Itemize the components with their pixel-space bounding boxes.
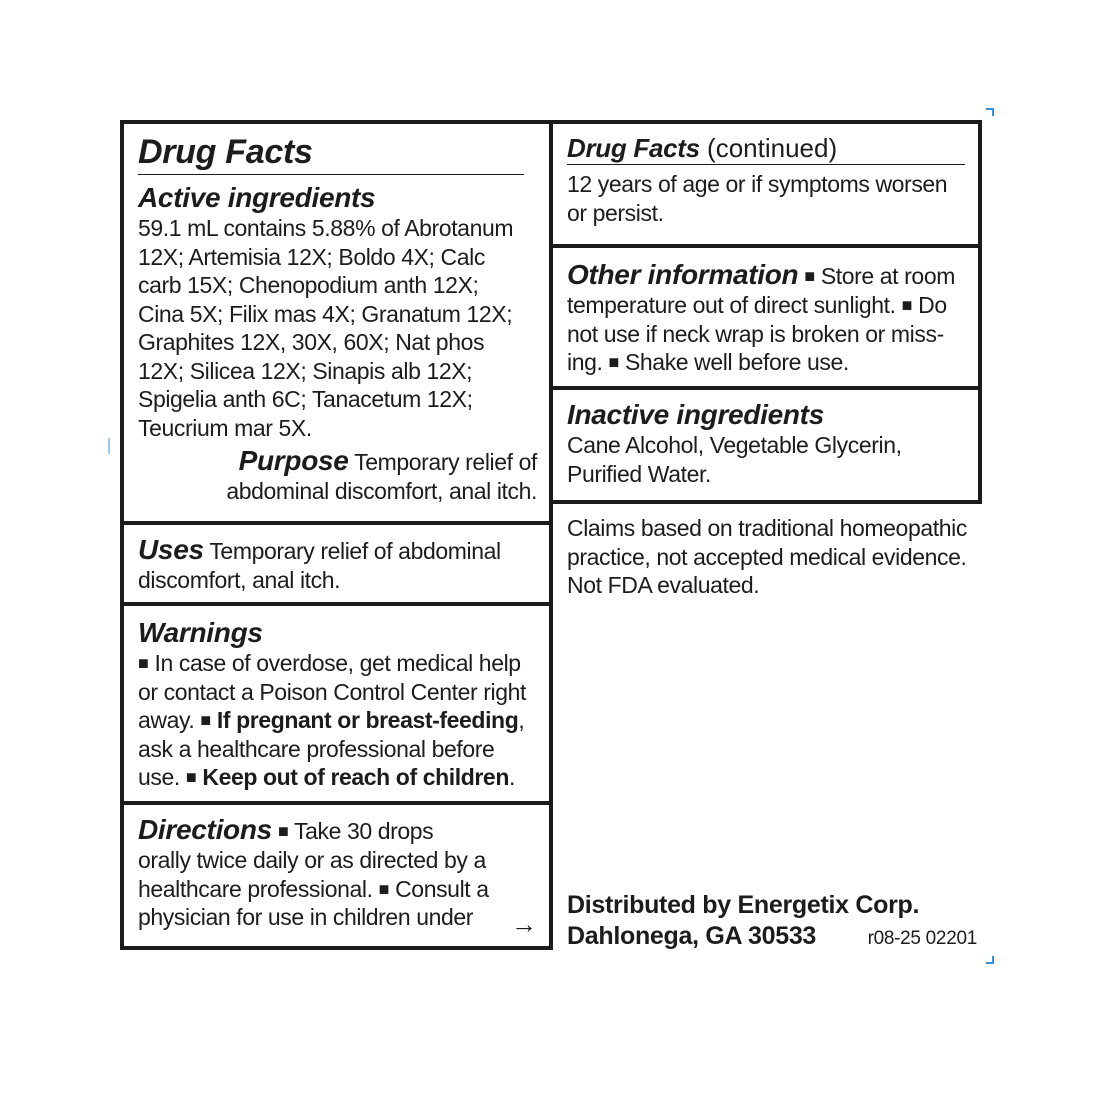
distributor-address: Dahlonega, GA 30533 (567, 922, 817, 950)
bullet-icon: ■ (277, 821, 289, 841)
other-text-3: not use if neck wrap is broken or miss- (567, 320, 944, 347)
claims-text-1: Claims based on traditional homeopathic (567, 515, 967, 541)
active-line-7: Spigelia anth 6C; Tanacetum 12X; (138, 386, 473, 412)
directions-text-1: Take 30 drops (294, 818, 434, 844)
inactive-text-1: Cane Alcohol, Vegetable Glycerin, (567, 432, 902, 458)
directions-line-1 (138, 813, 537, 846)
warnings-text-5a: use. (138, 764, 180, 790)
active-line-3: carb 15X; Chenopodium anth 12X; (138, 272, 479, 298)
warnings-text-3c: , (518, 707, 525, 733)
warnings-text-3a: away. (138, 707, 195, 733)
directions-line-3 (138, 875, 537, 904)
warnings-text-4: ask a healthcare professional before (138, 735, 495, 762)
warnings-keep-out: Keep out of reach of children (202, 764, 509, 790)
inactive-heading: Inactive ingredients (567, 399, 824, 430)
bullet-icon: ■ (378, 878, 390, 899)
other-text-2a: temperature out of direct sunlight. (567, 292, 896, 318)
purpose-text-1: Temporary relief of (354, 449, 537, 475)
edge-mark (108, 438, 110, 454)
active-line-4: Cina 5X; Filix mas 4X; Granatum 12X; (138, 300, 513, 327)
directions-text-4: physician for use in children under (138, 904, 474, 930)
bullet-icon: ■ (608, 352, 619, 372)
other-line-2 (567, 291, 966, 320)
drug-facts-label (108, 108, 992, 964)
continued-suffix: (continued) (707, 133, 838, 163)
warnings-line-1 (138, 649, 537, 678)
warnings-text-1: In case of overdose, get medical help (154, 650, 521, 676)
other-text-2b: Do (918, 292, 947, 318)
warnings-pregnant: If pregnant or breast-feeding (216, 707, 519, 733)
purpose-line-1 (138, 444, 537, 477)
claims-block (567, 514, 987, 600)
distributor-block (567, 890, 977, 952)
claims-text-2: practice, not accepted medical evidence. (567, 543, 967, 570)
bullet-icon: ■ (138, 653, 149, 673)
directions-text-2: orally twice daily or as directed by a (138, 847, 486, 873)
active-line-2: 12X; Artemisia 12X; Boldo 4X; Calc (138, 243, 485, 270)
warnings-heading: Warnings (138, 617, 263, 648)
panel-warnings (120, 602, 553, 805)
claims-text-3: Not FDA evaluated. (567, 572, 760, 598)
distributor-address-row (567, 921, 977, 952)
warnings-line-3 (138, 706, 537, 735)
distributor-name: Distributed by Energetix Corp. (567, 891, 920, 919)
uses-text-2: discomfort, anal itch. (138, 567, 341, 593)
bullet-icon: ■ (200, 710, 211, 730)
active-line-1: 59.1 mL contains 5.88% of Abrotanum (138, 215, 514, 241)
other-line-4 (567, 348, 966, 377)
crop-mark-bottom-right (986, 956, 994, 964)
continued-header (567, 132, 965, 165)
uses-heading: Uses (138, 534, 204, 565)
directions-text-3b: Consult a (395, 875, 489, 902)
directions-text-3a: healthcare professional. (138, 875, 373, 902)
drug-facts-title: Drug Facts (138, 132, 524, 175)
warnings-text-5c: . (508, 764, 515, 790)
continue-arrow-icon: → (511, 909, 537, 939)
crop-mark-top-right (986, 108, 994, 116)
warnings-line-5 (138, 763, 537, 792)
active-line-8: Teucrium mar 5X. (138, 414, 312, 441)
continued-title: Drug Facts (567, 133, 700, 163)
bullet-icon: ■ (901, 295, 913, 315)
panel-continued (549, 120, 982, 248)
other-line-1 (567, 258, 966, 291)
continued-text-2: or persist. (567, 199, 664, 226)
directions-heading: Directions (138, 814, 272, 845)
panel-directions (120, 801, 553, 950)
bullet-icon: ■ (185, 767, 197, 787)
bullet-icon: ■ (804, 266, 815, 286)
other-text-4b: Shake well before use. (624, 349, 849, 375)
panel-inactive-ingredients (549, 386, 982, 504)
inactive-text-2: Purified Water. (567, 460, 711, 487)
purpose-text-2: abdominal discomfort, anal itch. (226, 478, 537, 504)
active-ingredients-heading: Active ingredients (138, 182, 376, 213)
uses-line-1 (138, 533, 537, 566)
lot-code: r08-25 02201 (867, 928, 977, 949)
uses-text-1: Temporary relief of abdominal (209, 538, 501, 564)
active-line-5: Graphites 12X, 30X, 60X; Nat phos (138, 329, 485, 355)
active-line-6: 12X; Silicea 12X; Sinapis alb 12X; (138, 357, 473, 384)
continued-text-1: 12 years of age or if symptoms worsen (567, 171, 948, 197)
purpose-heading: Purpose (238, 445, 349, 476)
panel-active-ingredients (120, 120, 553, 525)
panel-other-information (549, 244, 982, 390)
panel-uses (120, 521, 553, 606)
other-text-4a: ing. (567, 349, 603, 375)
warnings-text-2: or contact a Poison Control Center right (138, 678, 526, 705)
other-text-1: Store at room (820, 263, 955, 289)
other-heading: Other information (567, 259, 799, 290)
